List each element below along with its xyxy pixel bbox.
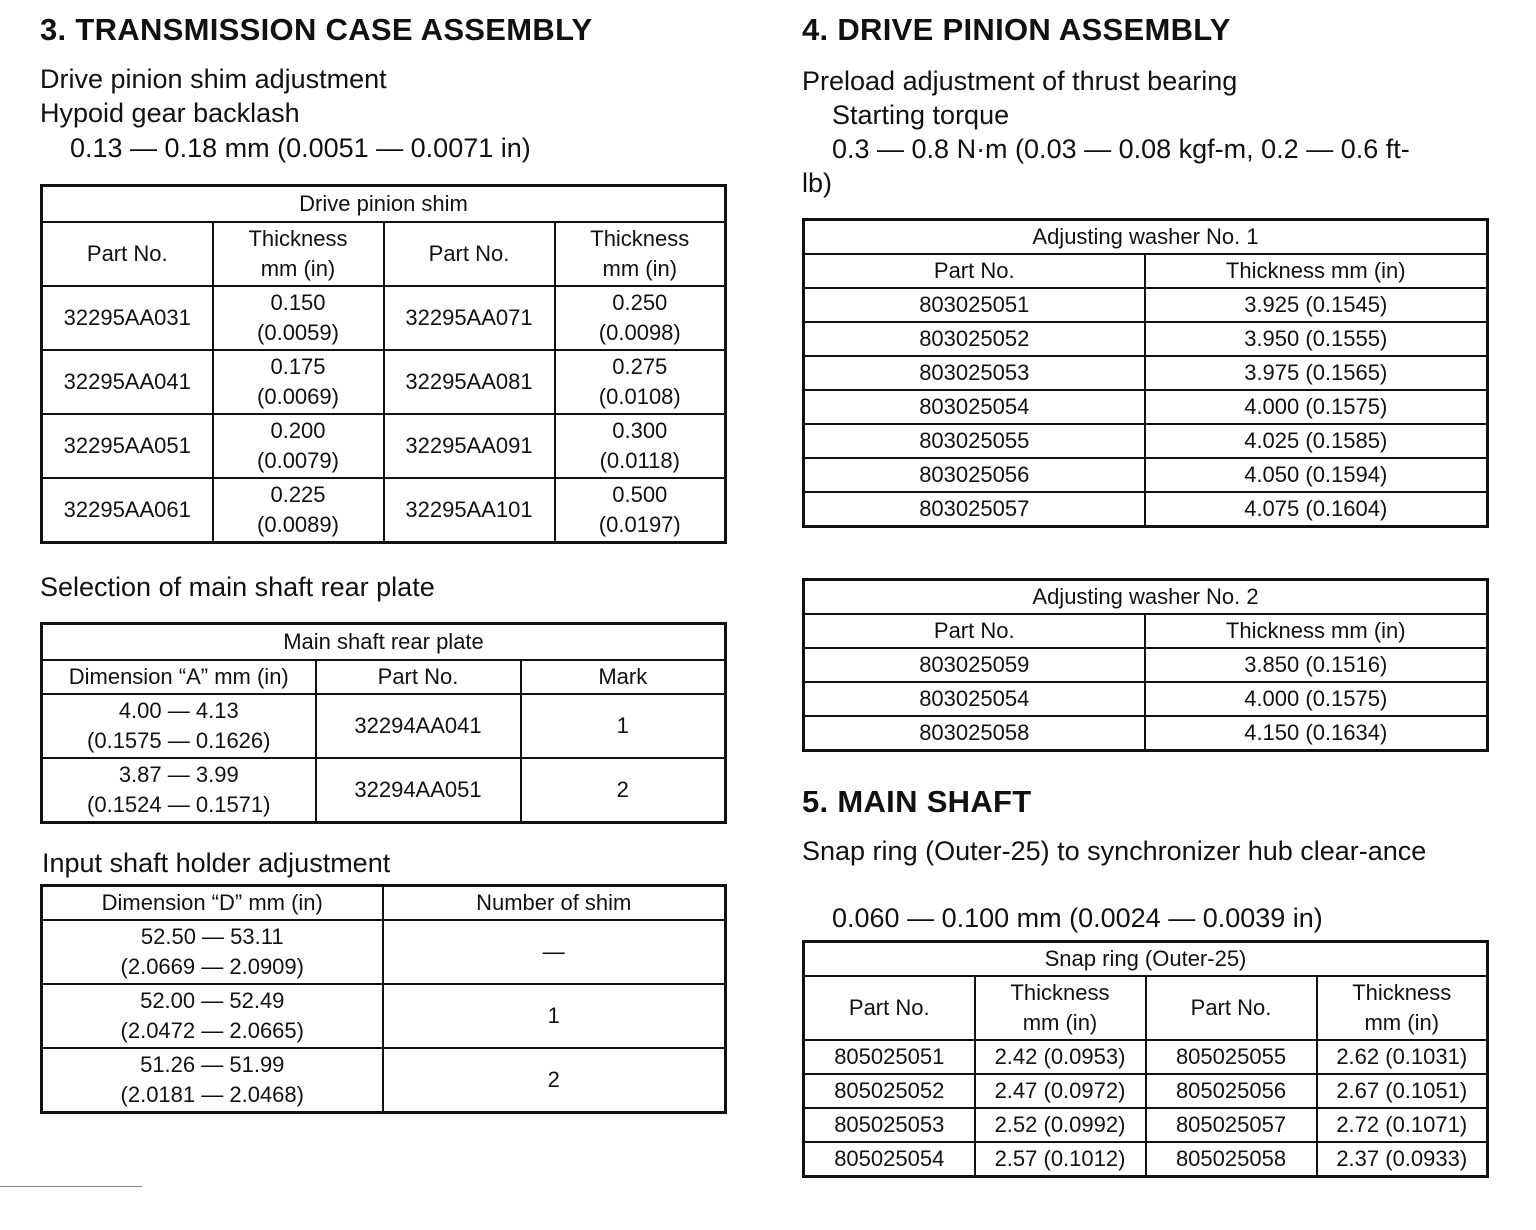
thickness-cell: 2.47 (0.0972) <box>975 1074 1146 1108</box>
drive-pinion-shim-table <box>40 184 727 544</box>
table-caption: Drive pinion shim <box>42 186 726 223</box>
table-row <box>804 288 1488 322</box>
shim-count-cell: 2 <box>383 1048 726 1113</box>
header-mark: Mark <box>521 660 726 694</box>
part-no-cell: 805025051 <box>804 1040 975 1074</box>
header-part-no: Part No. <box>804 614 1145 648</box>
thickness-cell: 3.950 (0.1555) <box>1145 322 1488 356</box>
header-thickness: Thickness mm (in) <box>555 222 726 286</box>
part-no-cell: 803025054 <box>804 682 1145 716</box>
part-no-cell: 32295AA061 <box>42 478 213 543</box>
header-part-no: Part No. <box>316 660 521 694</box>
table-row <box>804 1074 1488 1108</box>
thickness-cell: 4.000 (0.1575) <box>1145 390 1488 424</box>
thickness-cell: 2.62 (0.1031) <box>1317 1040 1488 1074</box>
table-row <box>42 478 726 543</box>
part-no-cell: 803025051 <box>804 288 1145 322</box>
table-row <box>42 920 726 984</box>
part-no-cell: 805025057 <box>1146 1108 1317 1142</box>
thickness-cell: 2.52 (0.0992) <box>975 1108 1146 1142</box>
part-no-cell: 803025059 <box>804 648 1145 682</box>
adjusting-washer-1-table <box>802 218 1489 528</box>
input-shaft-holder-table <box>40 884 727 1114</box>
rear-plate-title: Selection of main shaft rear plate <box>40 572 435 602</box>
part-no-cell: 32295AA101 <box>384 478 555 543</box>
table-caption: Snap ring (Outer-25) <box>804 942 1488 977</box>
part-no-cell: 803025058 <box>804 716 1145 751</box>
table-row <box>804 424 1488 458</box>
thickness-cell: 2.72 (0.1071) <box>1317 1108 1488 1142</box>
section-5-heading: 5. MAIN SHAFT <box>802 784 1032 819</box>
header-thickness: Thickness mm (in) <box>1145 614 1488 648</box>
part-no-cell: 805025054 <box>804 1142 975 1177</box>
dimension-cell: 4.00 — 4.13 (0.1575 — 0.1626) <box>42 694 316 758</box>
part-no-cell: 32295AA071 <box>384 286 555 350</box>
table-row <box>804 390 1488 424</box>
backlash-label: Hypoid gear backlash <box>40 98 300 128</box>
table-row <box>42 984 726 1048</box>
holder-adjustment-title: Input shaft holder adjustment <box>42 848 391 878</box>
header-thickness: Thickness mm (in) <box>975 976 1146 1040</box>
dimension-cell: 52.50 — 53.11 (2.0669 — 2.0909) <box>42 920 383 984</box>
part-no-cell: 805025058 <box>1146 1142 1317 1177</box>
part-no-cell: 32295AA081 <box>384 350 555 414</box>
table-row <box>42 694 726 758</box>
thickness-cell: 2.42 (0.0953) <box>975 1040 1146 1074</box>
header-number-of-shim: Number of shim <box>383 886 726 921</box>
table-row <box>804 356 1488 390</box>
table-caption: Adjusting washer No. 1 <box>804 220 1488 255</box>
mark-cell: 2 <box>521 758 726 823</box>
thickness-cell: 3.850 (0.1516) <box>1145 648 1488 682</box>
table-row <box>804 1108 1488 1142</box>
thickness-cell: 0.250 (0.0098) <box>555 286 726 350</box>
table-caption: Adjusting washer No. 2 <box>804 580 1488 615</box>
part-no-cell: 32295AA091 <box>384 414 555 478</box>
adjusting-washer-2-table <box>802 578 1489 752</box>
thickness-cell: 0.225 (0.0089) <box>213 478 384 543</box>
section-3-heading: 3. TRANSMISSION CASE ASSEMBLY <box>40 12 593 47</box>
thickness-cell: 4.150 (0.1634) <box>1145 716 1488 751</box>
table-row <box>804 322 1488 356</box>
table-row <box>804 1040 1488 1074</box>
snap-ring-table <box>802 940 1489 1178</box>
part-no-cell: 803025052 <box>804 322 1145 356</box>
part-no-cell: 805025053 <box>804 1108 975 1142</box>
table-row <box>42 414 726 478</box>
backlash-value: 0.13 — 0.18 mm (0.0051 — 0.0071 in) <box>70 133 531 163</box>
header-dimension-a: Dimension “A” mm (in) <box>42 660 316 694</box>
header-thickness: Thickness mm (in) <box>213 222 384 286</box>
table-row <box>42 758 726 823</box>
header-part-no: Part No. <box>804 254 1145 288</box>
part-no-cell: 803025056 <box>804 458 1145 492</box>
dimension-cell: 51.26 — 51.99 (2.0181 — 2.0468) <box>42 1048 383 1113</box>
thickness-cell: 0.200 (0.0079) <box>213 414 384 478</box>
dimension-cell: 52.00 — 52.49 (2.0472 — 2.0665) <box>42 984 383 1048</box>
thickness-cell: 2.37 (0.0933) <box>1317 1142 1488 1177</box>
section-4-heading: 4. DRIVE PINION ASSEMBLY <box>802 12 1231 47</box>
part-no-cell: 805025052 <box>804 1074 975 1108</box>
thickness-cell: 4.075 (0.1604) <box>1145 492 1488 527</box>
header-part-no: Part No. <box>384 222 555 286</box>
table-row <box>804 648 1488 682</box>
part-no-cell: 803025053 <box>804 356 1145 390</box>
thickness-cell: 0.275 (0.0108) <box>555 350 726 414</box>
mark-cell: 1 <box>521 694 726 758</box>
main-shaft-rear-plate-table <box>40 622 727 824</box>
header-thickness: Thickness mm (in) <box>1145 254 1488 288</box>
part-no-cell: 805025055 <box>1146 1040 1317 1074</box>
thickness-cell: 0.500 (0.0197) <box>555 478 726 543</box>
clearance-description: Snap ring (Outer-25) to synchronizer hub clear-ance <box>802 836 1427 866</box>
table-row <box>42 286 726 350</box>
header-thickness: Thickness mm (in) <box>1317 976 1488 1040</box>
thickness-cell: 0.175 (0.0069) <box>213 350 384 414</box>
shim-adjustment-title: Drive pinion shim adjustment <box>40 64 387 94</box>
part-no-cell: 32295AA051 <box>42 414 213 478</box>
table-row <box>804 458 1488 492</box>
thickness-cell: 2.57 (0.1012) <box>975 1142 1146 1177</box>
header-part-no: Part No. <box>1146 976 1317 1040</box>
part-no-cell: 32295AA031 <box>42 286 213 350</box>
preload-title: Preload adjustment of thrust bearing <box>802 66 1238 96</box>
table-row <box>804 716 1488 751</box>
starting-torque-label: Starting torque <box>832 100 1010 130</box>
table-row <box>804 492 1488 527</box>
thickness-cell: 2.67 (0.1051) <box>1317 1074 1488 1108</box>
table-row <box>804 1142 1488 1177</box>
table-row <box>42 350 726 414</box>
thickness-cell: 0.300 (0.0118) <box>555 414 726 478</box>
scan-artifact-line <box>0 1186 142 1187</box>
table-row <box>42 1048 726 1113</box>
header-dimension-d: Dimension “D” mm (in) <box>42 886 383 921</box>
header-part-no: Part No. <box>804 976 975 1040</box>
starting-torque-value: 0.3 — 0.8 N·m (0.03 — 0.08 kgf-m, 0.2 — 0.6 ft- <box>832 134 1410 164</box>
part-no-cell: 32295AA041 <box>42 350 213 414</box>
clearance-value: 0.060 — 0.100 mm (0.0024 — 0.0039 in) <box>832 903 1323 933</box>
starting-torque-value-cont: lb) <box>802 168 833 198</box>
header-part-no: Part No. <box>42 222 213 286</box>
part-no-cell: 805025056 <box>1146 1074 1317 1108</box>
part-no-cell: 803025054 <box>804 390 1145 424</box>
table-row <box>804 682 1488 716</box>
shim-count-cell: — <box>383 920 726 984</box>
thickness-cell: 3.975 (0.1565) <box>1145 356 1488 390</box>
part-no-cell: 803025055 <box>804 424 1145 458</box>
thickness-cell: 0.150 (0.0059) <box>213 286 384 350</box>
thickness-cell: 4.000 (0.1575) <box>1145 682 1488 716</box>
part-no-cell: 803025057 <box>804 492 1145 527</box>
part-no-cell: 32294AA041 <box>316 694 521 758</box>
table-caption: Main shaft rear plate <box>42 624 726 661</box>
shim-count-cell: 1 <box>383 984 726 1048</box>
part-no-cell: 32294AA051 <box>316 758 521 823</box>
dimension-cell: 3.87 — 3.99 (0.1524 — 0.1571) <box>42 758 316 823</box>
thickness-cell: 3.925 (0.1545) <box>1145 288 1488 322</box>
thickness-cell: 4.050 (0.1594) <box>1145 458 1488 492</box>
thickness-cell: 4.025 (0.1585) <box>1145 424 1488 458</box>
